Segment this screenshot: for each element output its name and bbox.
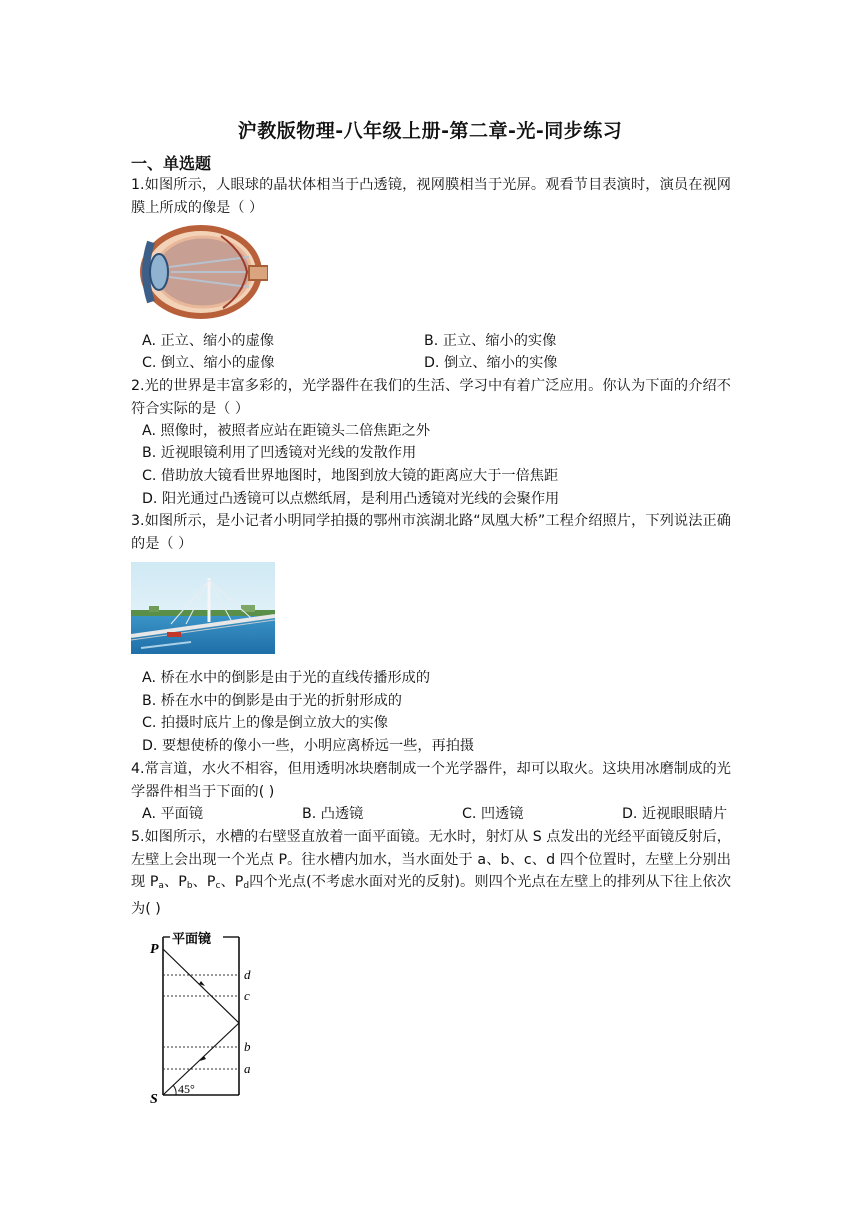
q2-option-a: A. 照像时，被照者应站在距镜头二倍焦距之外 xyxy=(142,423,431,439)
q5-sub-a: a xyxy=(158,881,164,891)
q3-option-c: C. 拍摄时底片上的像是倒立放大的实像 xyxy=(142,715,388,731)
q5-sub-b: b xyxy=(186,881,193,891)
q5-stem-part1: 5.如图所示，水槽的右壁竖直放着一面平面镜。无水时，射灯从 S 点发出的光经平面镜反射后，左壁上会出现一个光点 P。往水槽内加水，当水面处于 a、b、c、d 四个位置时，左壁上分别出现 P xyxy=(131,829,731,890)
question-2-stem: 2.光的世界是丰富多彩的，光学器件在我们的生活、学习中有着广泛应用。你认为下面的介绍不符合实际的是（ ） xyxy=(131,378,731,417)
level-a-label: a xyxy=(244,1061,251,1076)
eyeball-figure xyxy=(131,222,268,322)
q4-option-a: A. 平面镜 xyxy=(142,806,204,822)
q3-option-d: D. 要想使桥的像小一些，小明应离桥远一些，再拍摄 xyxy=(142,738,475,754)
q5-stem-part2: 四个光点(不考虑水面对光的反射)。则四个光点在左壁上的排列从下往上依次为( ) xyxy=(131,874,732,917)
level-b-label: b xyxy=(244,1039,251,1054)
q2-option-c: C. 借助放大镜看世界地图时，地图到放大镜的距离应大于一倍焦距 xyxy=(142,468,559,484)
mirror-label: 平面镜 xyxy=(172,932,212,947)
page-title: 沪教版物理-八年级上册-第二章-光-同步练习 xyxy=(237,120,623,142)
question-4-stem: 4.常言道，水火不相容，但用透明冰块磨制成一个光学器件，却可以取火。这块用冰磨制成的光学器件相当于下面的( ) xyxy=(131,761,731,800)
q3-option-a: A. 桥在水中的倒影是由于光的直线传播形成的 xyxy=(142,670,431,686)
q4-option-d: D. 近视眼眼睛片 xyxy=(622,806,728,822)
q5-sub-c: c xyxy=(215,881,221,891)
q1-option-d: D. 倒立、缩小的实像 xyxy=(424,355,558,371)
q5-sub-d: d xyxy=(243,881,250,891)
question-1-stem: 1.如图所示，人眼球的晶状体相当于凸透镜，视网膜相当于光屏。观看节目表演时，演员在视网膜上所成的像是（ ） xyxy=(131,177,731,216)
q1-option-b: B. 正立、缩小的实像 xyxy=(424,333,557,349)
q5-sep-2: 、P xyxy=(192,874,216,890)
level-c-label: c xyxy=(244,988,250,1003)
question-3-stem: 3.如图所示，是小记者小明同学拍摄的鄂州市滨湖北路“凤凰大桥”工程介绍照片，下列说法正确的是（ ） xyxy=(131,513,731,552)
section-heading: 一、单选题 xyxy=(131,154,212,173)
q1-option-a: A. 正立、缩小的虚像 xyxy=(142,333,274,349)
water-tank-mirror-diagram xyxy=(128,925,263,1110)
bridge-photo xyxy=(131,562,275,654)
angle-label: 45° xyxy=(178,1082,195,1096)
q1-option-c: C. 倒立、缩小的虚像 xyxy=(142,355,275,371)
q5-sep-1: 、P xyxy=(163,874,187,890)
q4-option-c: C. 凹透镜 xyxy=(462,806,524,822)
q2-option-d: D. 阳光通过凸透镜可以点燃纸屑，是利用凸透镜对光线的会聚作用 xyxy=(142,491,560,507)
q4-option-b: B. 凸透镜 xyxy=(302,806,364,822)
level-d-label: d xyxy=(244,967,251,982)
q3-option-b: B. 桥在水中的倒影是由于光的折射形成的 xyxy=(142,693,402,709)
point-p-label: P xyxy=(150,942,159,957)
q5-sep-3: 、P xyxy=(220,874,244,890)
question-5-stem xyxy=(131,826,731,920)
point-s-label: S xyxy=(150,1092,158,1107)
q2-option-b: B. 近视眼镜利用了凹透镜对光线的发散作用 xyxy=(142,445,417,461)
